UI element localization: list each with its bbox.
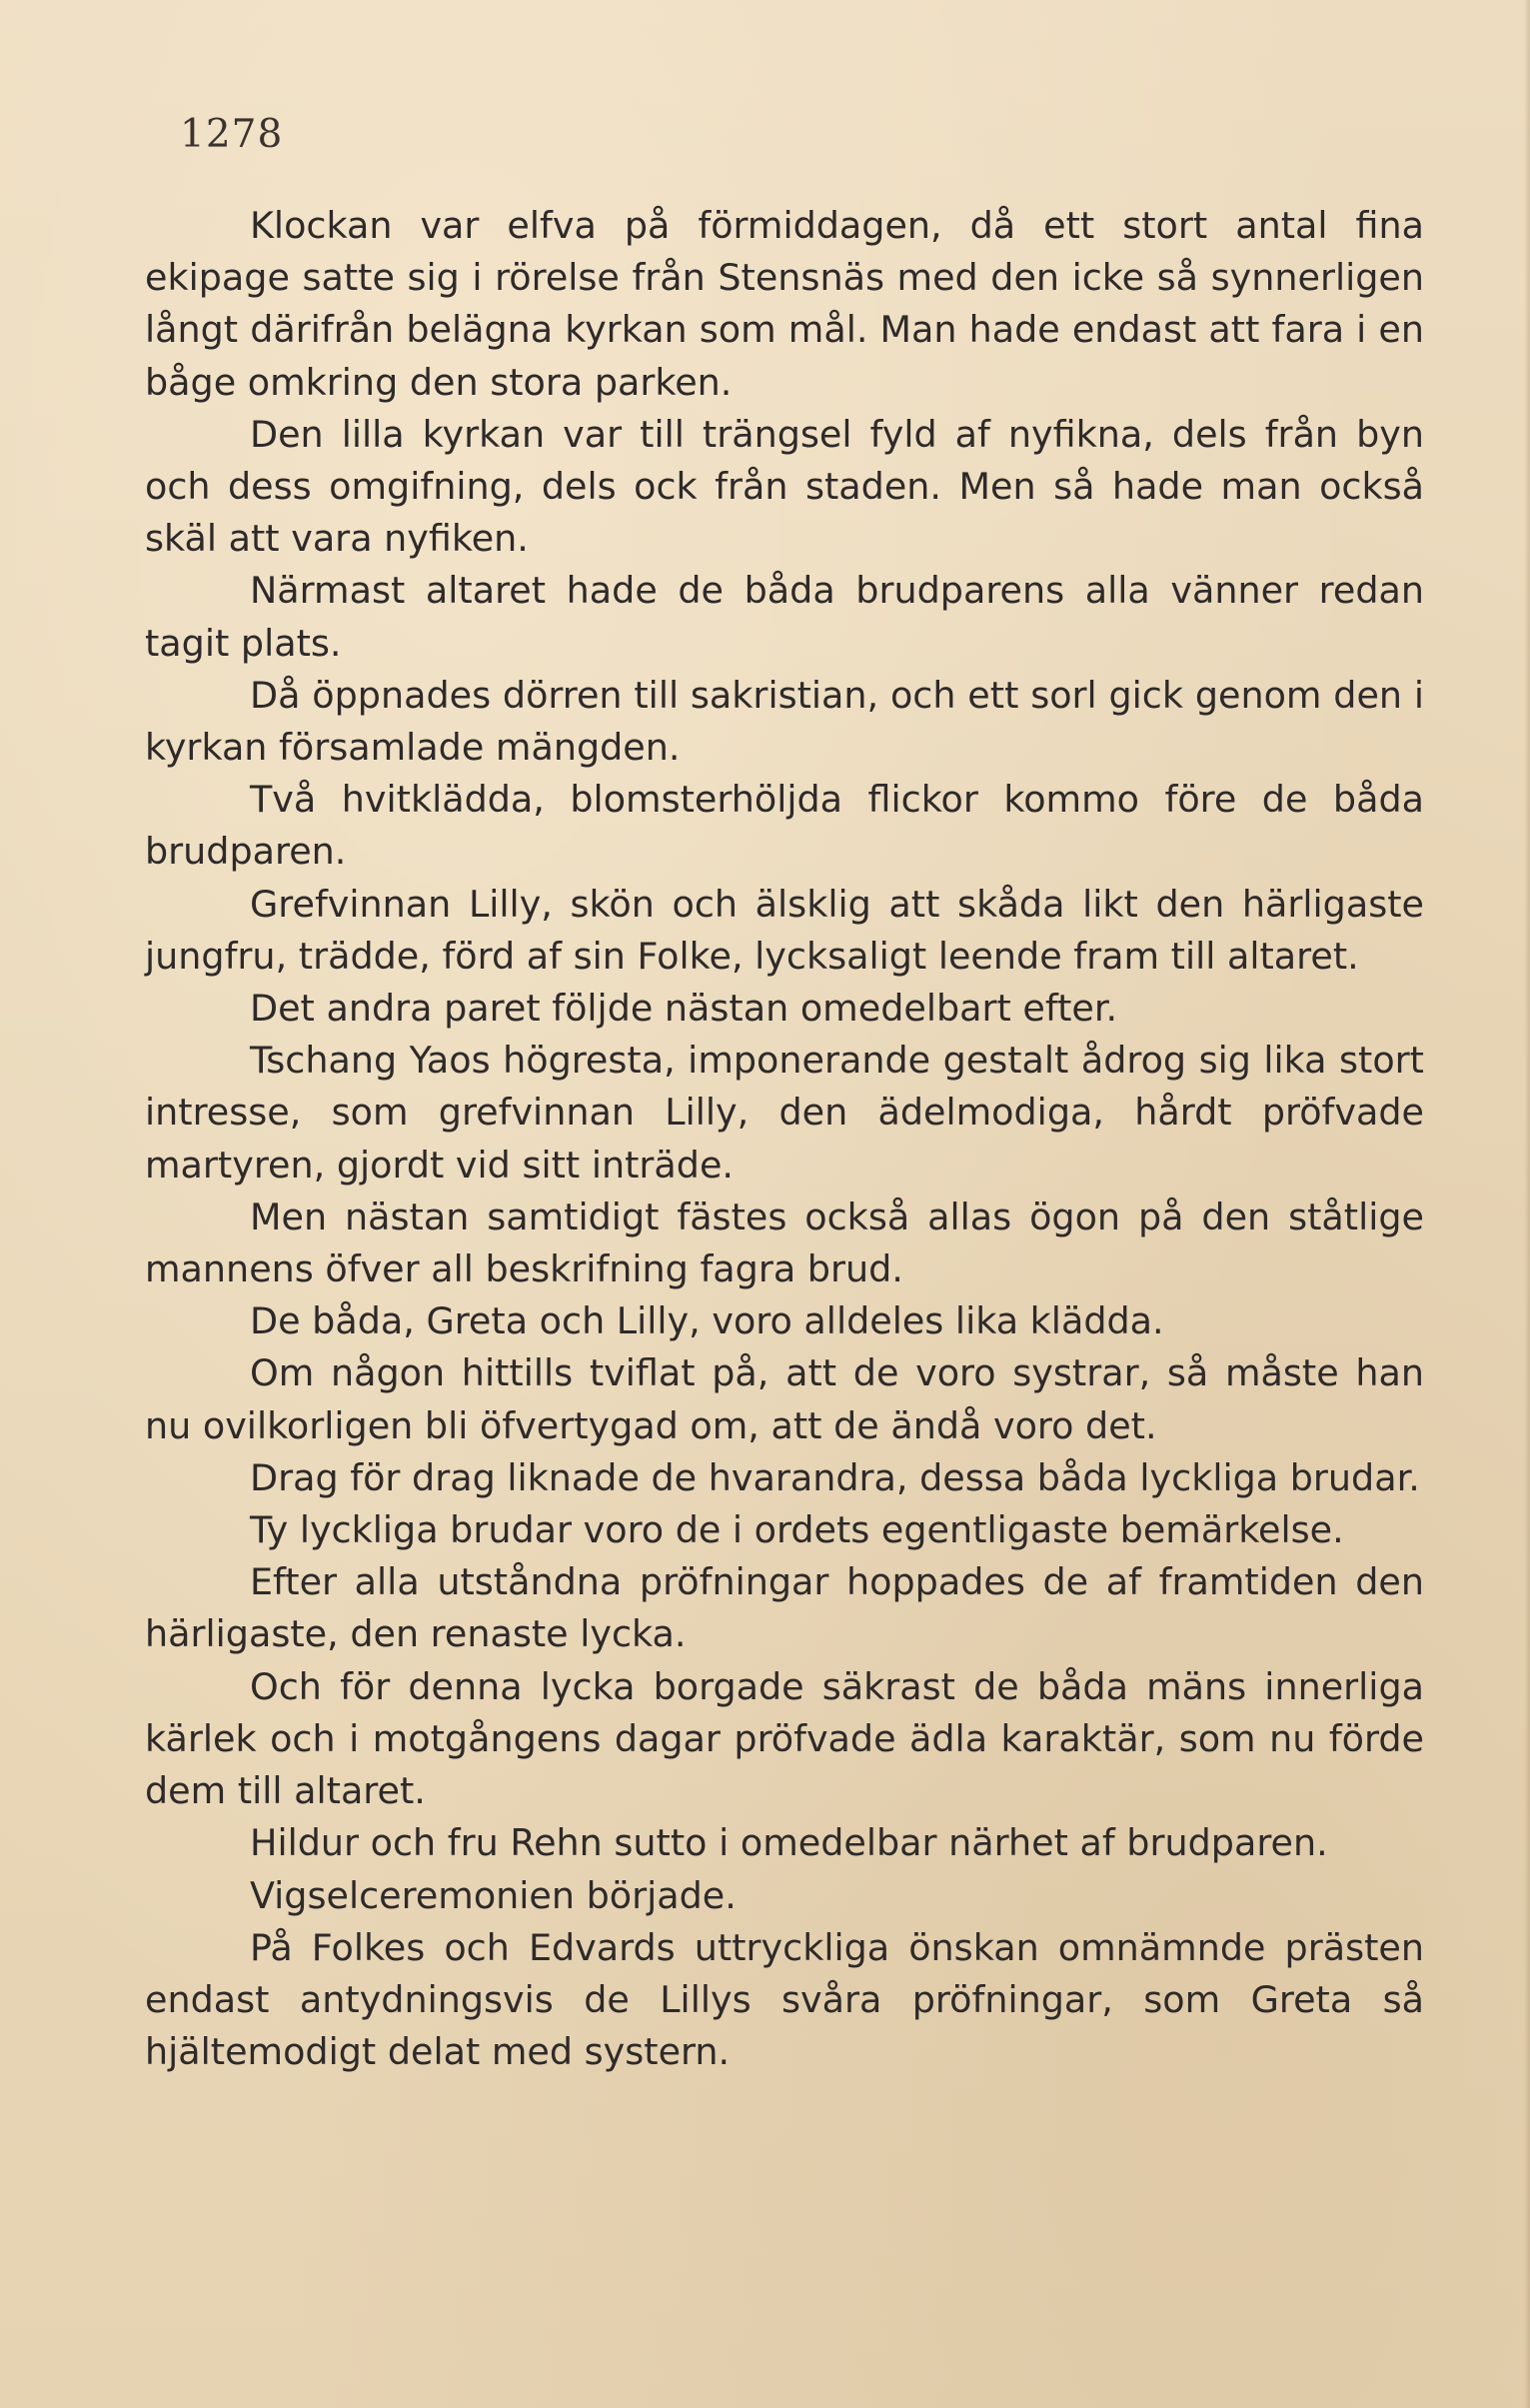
paragraph: Närmast altaret hade de båda brudparens alla vänner redan tagit plats. [145,569,1424,665]
paragraph: Grefvinnan Lilly, skön och älsklig att skåda likt den härligaste jungfru, trädde, förd af sin Folke, lycksaligt leende fram till altaret. [145,882,1424,978]
paragraph: På Folkes och Edvards uttryckliga önskan omnämnde prästen endast antydningsvis de Lillys svåra pröfningar, som Greta så hjältemodigt delat med systern. [145,1925,1424,2074]
paragraph: Det andra paret följde nästan omedelbart efter. [250,987,1118,1031]
body-text [145,200,1424,2078]
paragraph: Den lilla kyrkan var till trängsel fyld af nyfikna, dels från byn och dess omgifning, dels ock från staden. Men så hade man också skäl att vara nyfiken. [145,412,1424,561]
paragraph: Vigselceremonien började. [250,1873,737,1917]
paragraph: De båda, Greta och Lilly, voro alldeles lika klädda. [250,1299,1164,1343]
paragraph: Klockan var elfva på förmiddagen, då ett stort antal fina ekipage satte sig i rörelse från Stensnäs med den icke så synnerligen långt därifrån belägna kyrkan som mål. Man hade endast att fara i en båge omkring den stora parken. [145,204,1424,404]
page-number: 1278 [180,112,284,157]
paragraph: Hildur och fru Rehn sutto i omedelbar närhet af brudparen. [250,1821,1328,1865]
paragraph: Drag för drag liknade de hvarandra, dessa båda lyckliga brudar. [250,1455,1420,1499]
paragraph: Om någon hittills tviflat på, att de voro systrar, så måste han nu ovilkorligen bli öfvertygad om, att de ändå voro det. [145,1351,1424,1447]
paragraph: Och för denna lycka borgade säkrast de båda mäns innerliga kärlek och i motgångens dagar pröfvade ädla karaktär, som nu förde dem till altaret. [145,1664,1424,1813]
paragraph: Efter alla utståndna pröfningar hoppades de af framtiden den härligaste, den renaste lycka. [145,1560,1424,1656]
paragraph: Tschang Yaos högresta, imponerande gestalt ådrog sig lika stort intresse, som grefvinnan Lilly, den ädelmodiga, hårdt pröfvade martyren, gjordt vid sitt inträde. [145,1039,1424,1187]
page-edge-shadow [1524,0,1530,2408]
paragraph: Två hvitklädda, blomsterhöljda flickor kommo före de båda brudparen. [145,778,1424,874]
paragraph: Ty lyckliga brudar voro de i ordets egentligaste bemärkelse. [250,1508,1344,1552]
paragraph: Då öppnades dörren till sakristian, och ett sorl gick genom den i kyrkan församlade mängden. [145,673,1424,770]
paragraph: Men nästan samtidigt fästes också allas ögon på den ståtlige mannens öfver all beskrifning fagra brud. [145,1195,1424,1291]
